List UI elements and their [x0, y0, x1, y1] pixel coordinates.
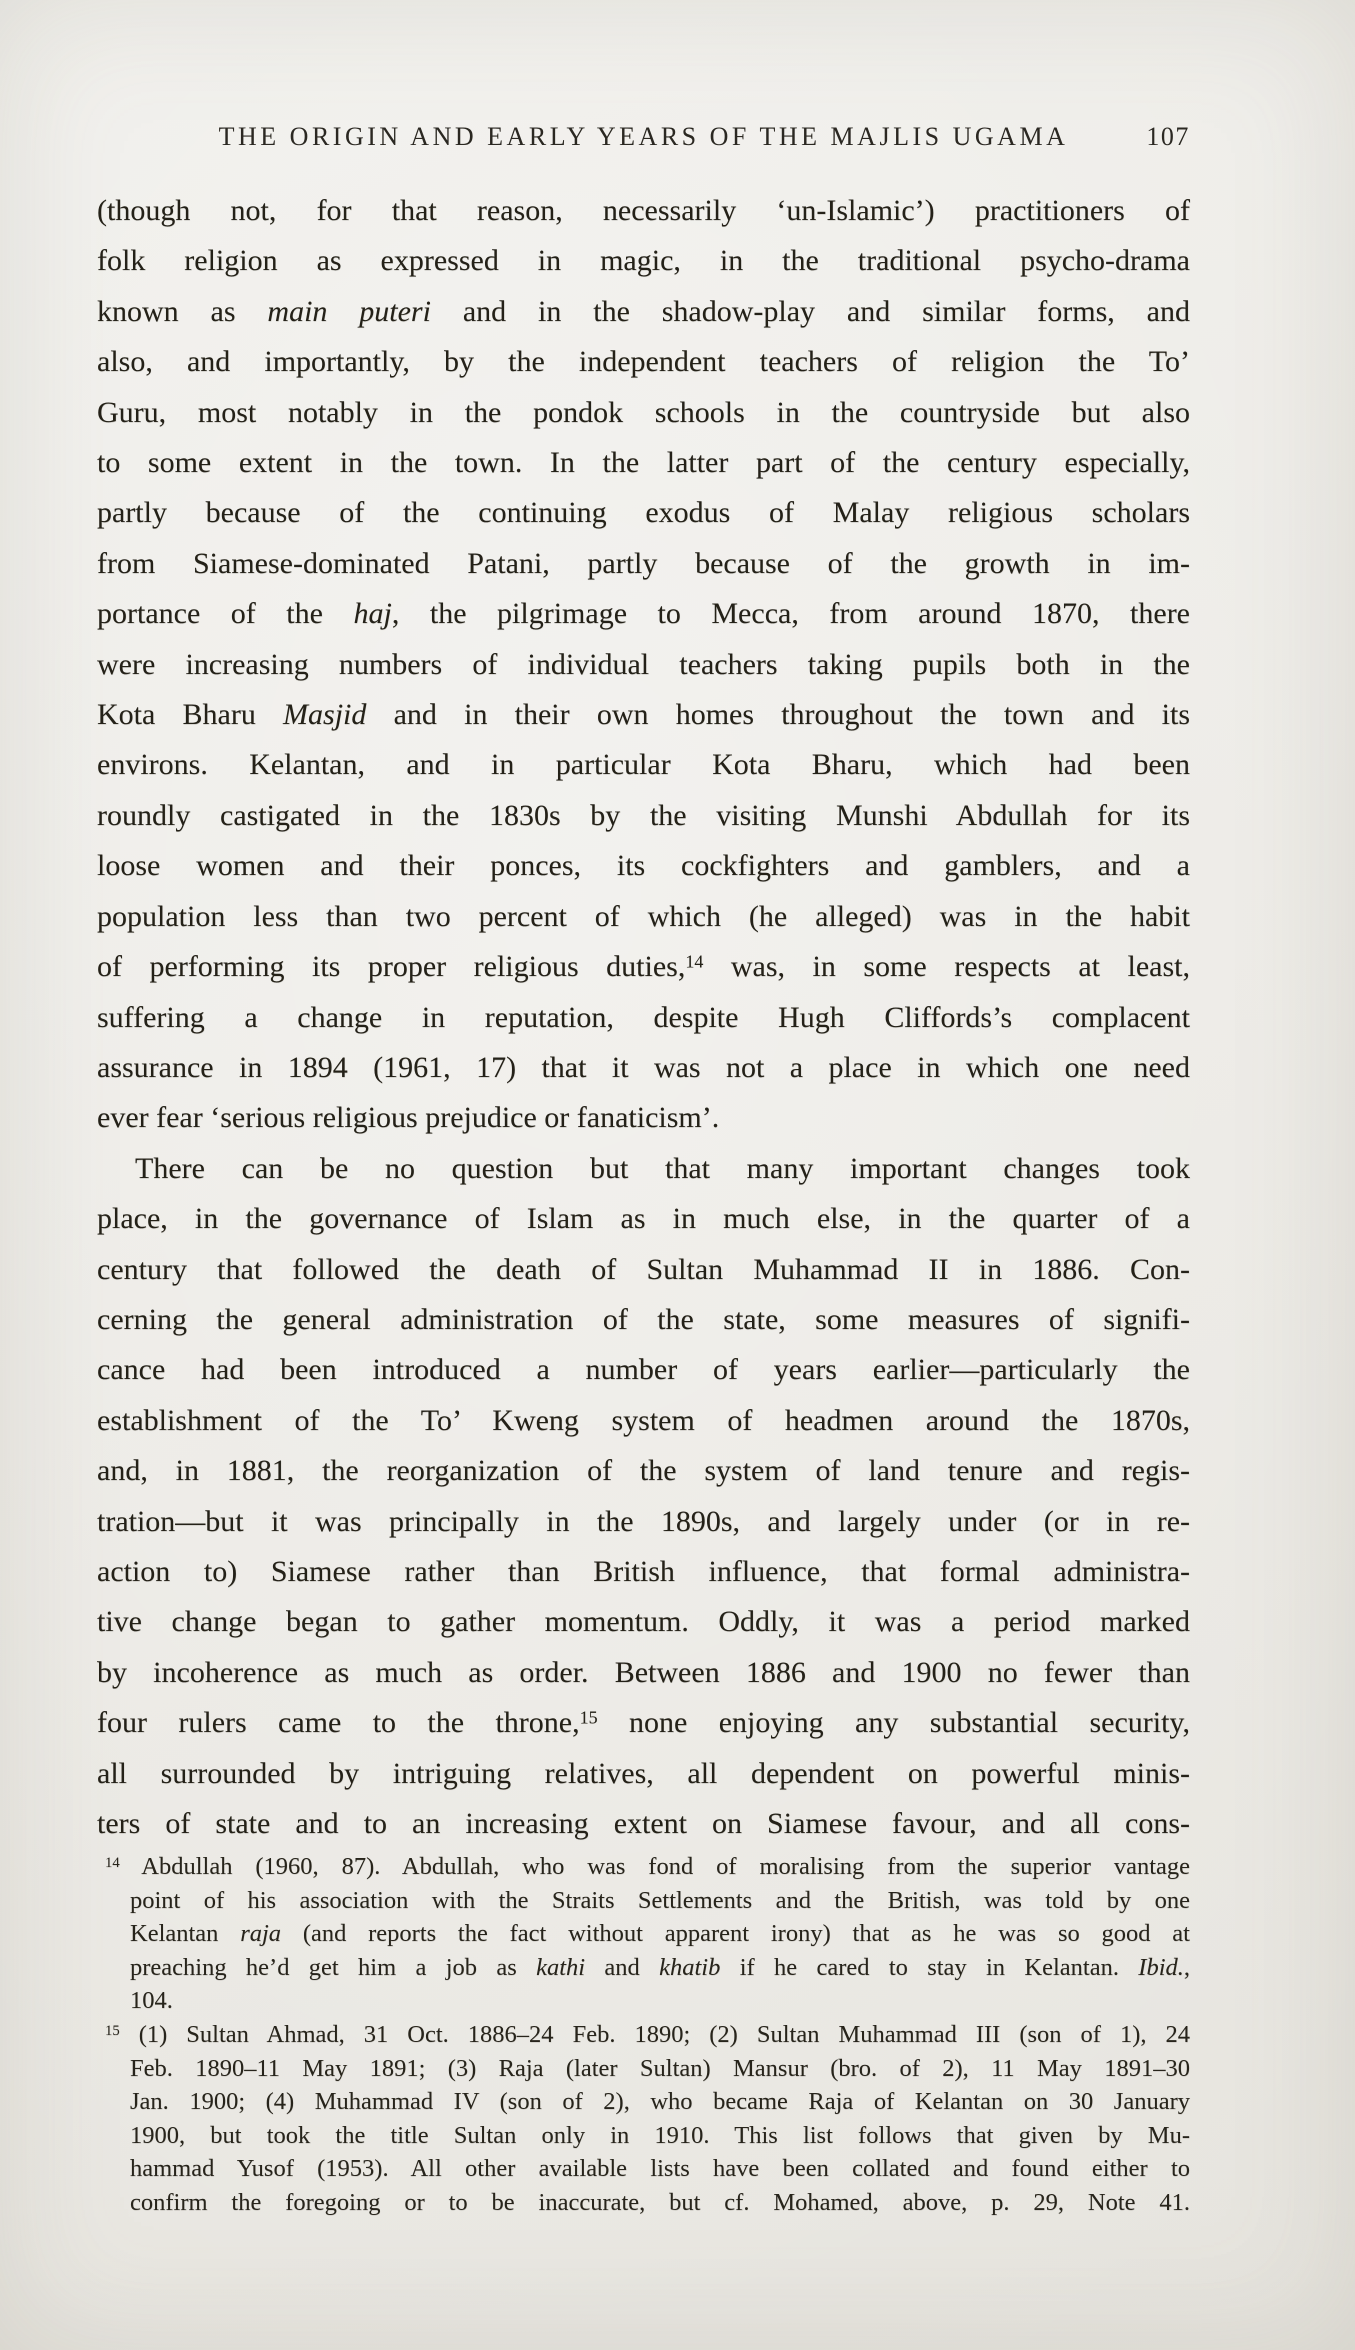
text-line: also, and importantly, by the independent teachers of religion the To’	[97, 345, 1190, 379]
footnote-line: Jan. 1900; (4) Muhammad IV (son of 2), who became Raja of Kelantan on 30 January	[130, 2088, 1190, 2116]
text-line: place, in the governance of Islam as in much else, in the quarter of a	[97, 1202, 1190, 1236]
footnote-marker: 14	[105, 1854, 120, 1871]
footnote-line: $^{15}$ (1) Sultan Ahmad, 31 Oct. 1886–24 Feb. 1890; (2) Sultan Muhammad III (son of 1), 24	[105, 2020, 1190, 2048]
footnote	[97, 2018, 1190, 2220]
text-line: ters of state and to an increasing extent on Siamese favour, and all cons-	[97, 1807, 1190, 1840]
text-line: establishment of the To’ Kweng system of headmen around the 1870s,	[97, 1403, 1190, 1437]
text-line: of performing its proper religious duties,$^{14}$ was, in some respects at least,	[97, 950, 1191, 984]
body-paragraph	[97, 186, 1190, 1144]
footnote-line: point of his association with the Straits Settlements and the British, was told by one	[130, 1886, 1190, 1914]
text-line: (though not, for that reason, necessarily ‘un-Islamic’) practitioners of	[97, 194, 1190, 227]
footnote-marker: 14	[685, 951, 704, 972]
footnote-line: Feb. 1890–11 May 1891; (3) Raja (later Sultan) Mansur (bro. of 2), 11 May 1891–30	[130, 2054, 1190, 2082]
text-line: from Siamese-dominated Patani, partly because of the growth in im-	[97, 546, 1190, 580]
text-line: Guru, most notably in the pondok schools in the countryside but also	[97, 395, 1190, 429]
text-line: roundly castigated in the 1830s by the visiting Munshi Abdullah for its	[97, 798, 1190, 832]
text-line: all surrounded by intriguing relatives, all dependent on powerful minis-	[97, 1756, 1190, 1790]
text-line: partly because of the continuing exodus of Malay religious scholars	[97, 496, 1190, 530]
text-line: assurance in 1894 (1961, 17) that it was not a place in which one need	[97, 1050, 1190, 1084]
running-head-title: THE ORIGIN AND EARLY YEARS OF THE MAJLIS UGAMA	[218, 122, 1069, 151]
body-paragraph	[97, 1144, 1190, 1850]
text-line: cance had been introduced a number of years earlier—particularly the	[97, 1353, 1190, 1387]
text-line: and, in 1881, the reorganization of the system of land tenure and regis-	[97, 1454, 1190, 1488]
text-line: action to) Siamese rather than British influence, that formal administra-	[97, 1554, 1190, 1588]
text-line: to some extent in the town. In the latter part of the century especially,	[97, 446, 1190, 480]
text-line: ever fear ‘serious religious prejudice or fanaticism’.	[97, 1101, 720, 1135]
text-line: known as main puteri and in the shadow-play and similar forms, and	[97, 294, 1190, 328]
page-number: 107	[1146, 122, 1190, 151]
footnote-marker: 15	[105, 2022, 120, 2039]
footnote-line: Kelantan raja (and reports the fact without apparent irony) that as he was so good at	[130, 1920, 1190, 1948]
footnote	[97, 1850, 1190, 2018]
text-line: tration—but it was principally in the 1890s, and largely under (or in re-	[97, 1504, 1190, 1538]
text-line: population less than two percent of which (he alleged) was in the habit	[97, 899, 1190, 933]
footnote-line: confirm the foregoing or to be inaccurate, but cf. Mohamed, above, p. 29, Note 41.	[130, 2188, 1190, 2216]
footnote-line: $^{14}$ Abdullah (1960, 87). Abdullah, who was fond of moralising from the superior vantage	[105, 1853, 1190, 1880]
text-line: folk religion as expressed in magic, in the traditional psycho-drama	[97, 244, 1190, 278]
footnote-line: 1900, but took the title Sultan only in 1910. This list follows that given by Mu-	[130, 2121, 1190, 2149]
text-line: by incoherence as much as order. Between 1886 and 1900 no fewer than	[97, 1655, 1190, 1689]
footnotes	[97, 1850, 1190, 2220]
page-header	[97, 122, 1190, 152]
text-line: four rulers came to the throne,$^{15}$ none enjoying any substantial security,	[97, 1706, 1190, 1740]
text-line: century that followed the death of Sultan Muhammad II in 1886. Con-	[97, 1252, 1190, 1286]
footnote-marker: 15	[579, 1707, 598, 1728]
text-line: portance of the haj, the pilgrimage to Mecca, from around 1870, there	[97, 597, 1190, 631]
text-line: environs. Kelantan, and in particular Kota Bharu, which had been	[97, 748, 1190, 782]
text-line: were increasing numbers of individual teachers taking pupils both in the	[97, 647, 1190, 681]
text-line: tive change began to gather momentum. Oddly, it was a period marked	[97, 1605, 1190, 1639]
text-line: Kota Bharu Masjid and in their own homes throughout the town and its	[97, 698, 1190, 732]
body-text	[97, 186, 1190, 1849]
footnote-line: 104.	[130, 1987, 173, 2015]
footnote-line: hammad Yusof (1953). All other available lists have been collated and found either to	[130, 2155, 1190, 2183]
text-line: suffering a change in reputation, despite Hugh Cliffords’s complacent	[97, 1000, 1190, 1034]
text-line: loose women and their ponces, its cockfighters and gamblers, and a	[97, 849, 1190, 883]
text-line: There can be no question but that many important changes took	[135, 1151, 1190, 1185]
footnote-line: preaching he’d get him a job as kathi and khatib if he cared to stay in Kelantan. Ibid.,	[130, 1953, 1190, 1981]
text-line: cerning the general administration of the state, some measures of signifi-	[97, 1302, 1190, 1336]
